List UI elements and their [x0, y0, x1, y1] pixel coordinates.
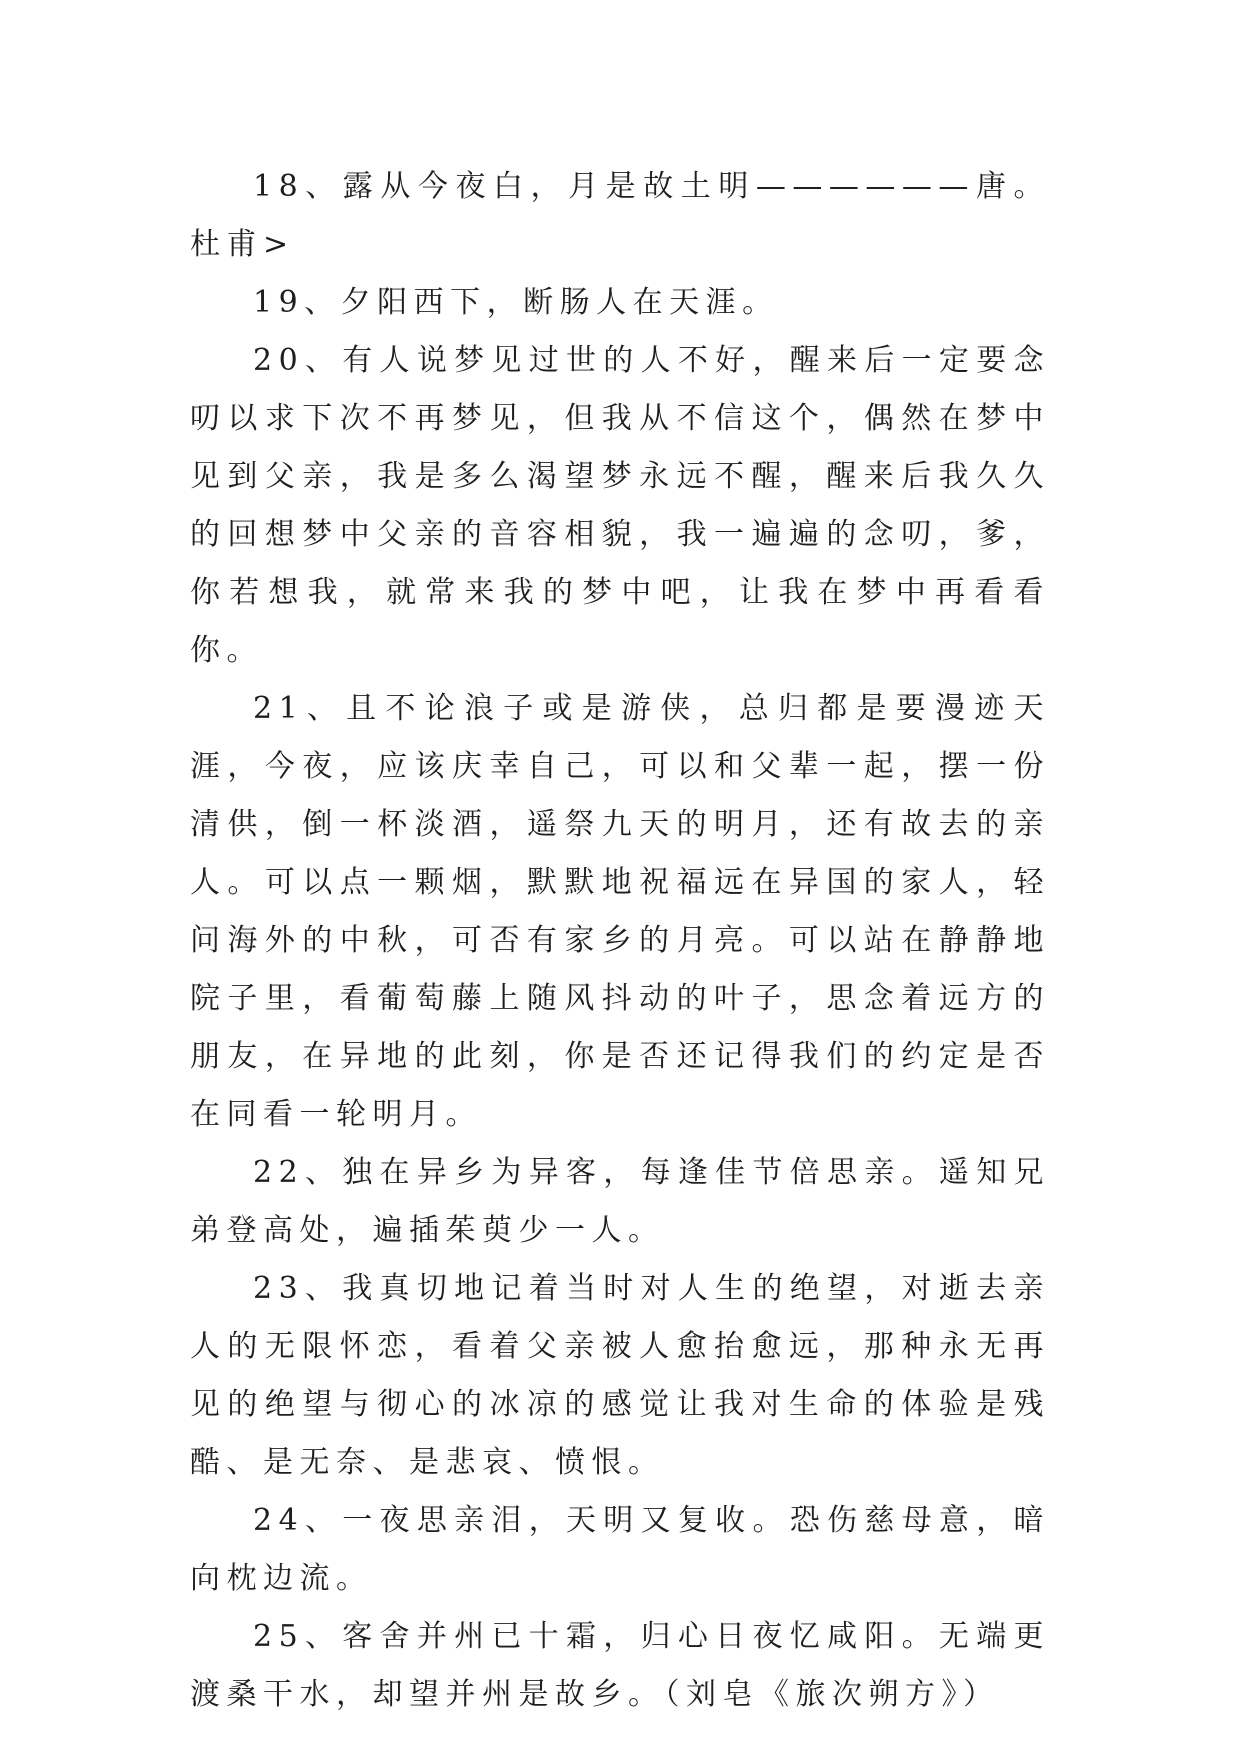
paragraph-20: 20、有人说梦见过世的人不好，醒来后一定要念叨以求下次不再梦见，但我从不信这个，偶然在梦中见到父亲，我是多么渴望梦永远不醒，醒来后我久久的回想梦中父亲的音容相貌，我一遍遍的念叨，爹，你若想我，就常来我的梦中吧，让我在梦中再看看你。	[190, 343, 1050, 668]
document-body	[190, 158, 1050, 1724]
paragraph-23: 23、我真切地记着当时对人生的绝望，对逝去亲人的无限怀恋，看着父亲被人愈抬愈远，那种永无再见的绝望与彻心的冰凉的感觉让我对生命的体验是残酷、是无奈、是悲哀、愤恨。	[190, 1271, 1050, 1480]
paragraph-25: 25、客舍并州已十霜，归心日夜忆咸阳。无端更渡桑干水，却望并州是故乡。（刘皂《旅次朔方》）	[190, 1619, 1050, 1712]
paragraph-18: 18、露从今夜白，月是故土明——————唐。杜甫>	[190, 169, 1050, 262]
paragraph-24: 24、一夜思亲泪，天明又复收。恐伤慈母意，暗向枕边流。	[190, 1503, 1050, 1596]
paragraph-21: 21、且不论浪子或是游侠，总归都是要漫迹天涯，今夜，应该庆幸自己，可以和父辈一起，摆一份清供，倒一杯淡酒，遥祭九天的明月，还有故去的亲人。可以点一颗烟，默默地祝福远在异国的家人，轻问海外的中秋，可否有家乡的月亮。可以站在静静地院子里，看葡萄藤上随风抖动的叶子，思念着远方的朋友，在异地的此刻，你是否还记得我们的约定是否在同看一轮明月。	[190, 691, 1050, 1132]
paragraph-19: 19、夕阳西下，断肠人在天涯。	[253, 285, 779, 320]
paragraph-22: 22、独在异乡为异客，每逢佳节倍思亲。遥知兄弟登高处，遍插茱萸少一人。	[190, 1155, 1050, 1248]
